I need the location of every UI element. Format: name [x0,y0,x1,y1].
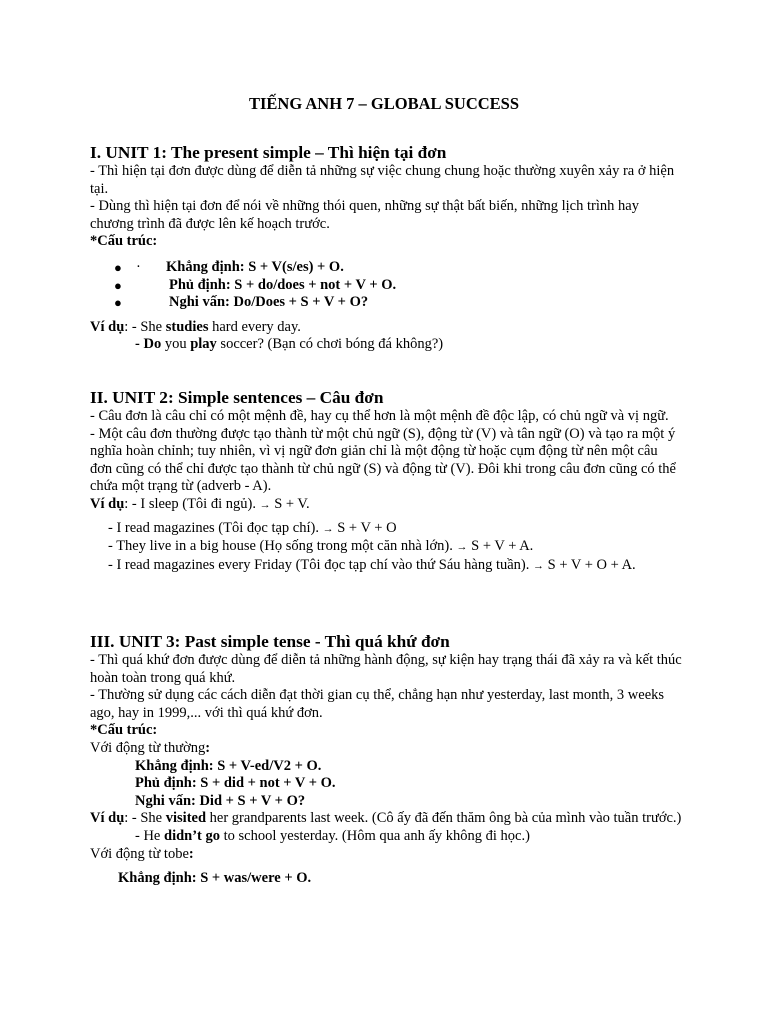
example-label: Ví dụ [90,495,125,512]
list-item: - I read magazines (Tôi đọc tạp chí). → S + V + O [108,519,397,536]
paragraph: - Một câu đơn thường được tạo thành từ một chủ ngữ (S), động từ (V) và tân ngữ (O) và tạo ra một ý nghĩa hoàn chỉnh; tuy nhiên, vì vị ngữ đơn giản chỉ là một động từ hoặc cụm động từ nên một câu đơn cũng có thể chỉ được tạo thành từ chủ ngữ (S) và động từ (V). Đôi khi trong câu đơn cũng có thể chứa một trạng từ (adverb - A). [90,425,676,495]
form-formula: : Do/Does + S + V + O? [225,294,369,311]
formula-line: Khẳng định: S + was/were + O. [118,870,312,887]
section-unit-3 [90,631,682,888]
section-heading: II. UNIT 2: Simple sentences – Câu đơn [90,388,384,407]
formula-line: Phủ định: S + did + not + V + O. [135,775,336,792]
regular-verb-label: Với động từ thường: [90,739,211,756]
example-line: Ví dụ: - I sleep (Tôi đi ngủ). → S + V. [90,495,310,512]
list-item [90,294,682,312]
list-item: - They live in a big house (Họ sống trong một căn nhà lớn). → S + V + A. [108,538,534,555]
arrow-icon: → [322,522,334,535]
example-line: Ví dụ: - She studies hard every day. [90,318,301,335]
structure-label: *Cấu trúc: [90,722,158,739]
bullet-icon: ● [114,295,122,311]
paragraph: - Câu đơn là câu chỉ có một mệnh đề, hay cụ thể hơn là một mệnh đề độc lập, có chủ ngữ và vị ngữ. [90,408,669,424]
bullet-marker: · [136,258,141,275]
list-item [90,259,682,277]
arrow-icon: → [456,541,468,554]
arrow-icon: → [533,559,544,572]
paragraph: - Thì hiện tại đơn được dùng để diễn tả những sự việc chung chung hoặc thường xuyên xảy ra ở hiện tại. [90,163,675,197]
paragraph: - Thường sử dụng các cách diễn đạt thời gian cụ thể, chẳng hạn như yesterday, last month, 3 weeks ago, hay in 1999,... với thì quá khứ đơn. [90,687,665,721]
structure-list [90,259,682,312]
document-title: TIẾNG ANH 7 – GLOBAL SUCCESS [248,94,520,113]
section-heading: III. UNIT 3: Past simple tense - Thì quá khứ đơn [90,632,450,651]
structure-label: *Cấu trúc: [90,233,158,250]
paragraph: - Dùng thì hiện tại đơn để nói về những thói quen, những sự thật bất biến, những lịch trình hay chương trình đã được lên kế hoạch trước. [90,198,639,232]
form-label: Nghi vấn [169,294,226,311]
example-line: - Do you play soccer? (Bạn có chơi bóng đá không?) [135,336,444,353]
example-line: - He didn’t go to school yesterday. (Hôm qua anh ấy không đi học.) [135,827,530,844]
form-label: Khẳng định [166,258,240,275]
tobe-verb-label: Với động từ tobe: [90,845,194,862]
paragraph: - Thì quá khứ đơn được dùng để diễn tả những hành động, sự kiện hay trạng thái đã xảy ra và kết thúc hoàn toàn trong quá khứ. [90,652,682,686]
section-unit-1 [90,142,682,354]
list-item: - I read magazines every Friday (Tôi đọc tạp chí vào thứ Sáu hàng tuần). → S + V + O + A. [108,556,636,573]
arrow-icon: → [259,498,271,511]
form-formula: : S + V(s/es) + O. [239,258,344,275]
example-list [90,520,682,576]
bullet-icon: ● [114,259,122,275]
example-label: Ví dụ [90,810,125,827]
bullet-icon: ● [114,277,122,293]
section-heading: I. UNIT 1: The present simple – Thì hiện tại đơn [90,143,447,162]
example-line: Ví dụ: - She visited her grandparents last week. (Cô ấy đã đến thăm ông bà của mình vào tuần trước.) [90,810,682,827]
form-label: Phủ định [169,276,226,293]
formula-line: Khẳng định: S + V-ed/V2 + O. [135,757,322,774]
section-unit-2 [90,387,682,575]
example-label: Ví dụ [90,318,125,335]
list-item [90,277,682,295]
form-formula: : S + do/does + not + V + O. [225,276,397,293]
formula-line: Nghi vấn: Did + S + V + O? [135,792,306,809]
